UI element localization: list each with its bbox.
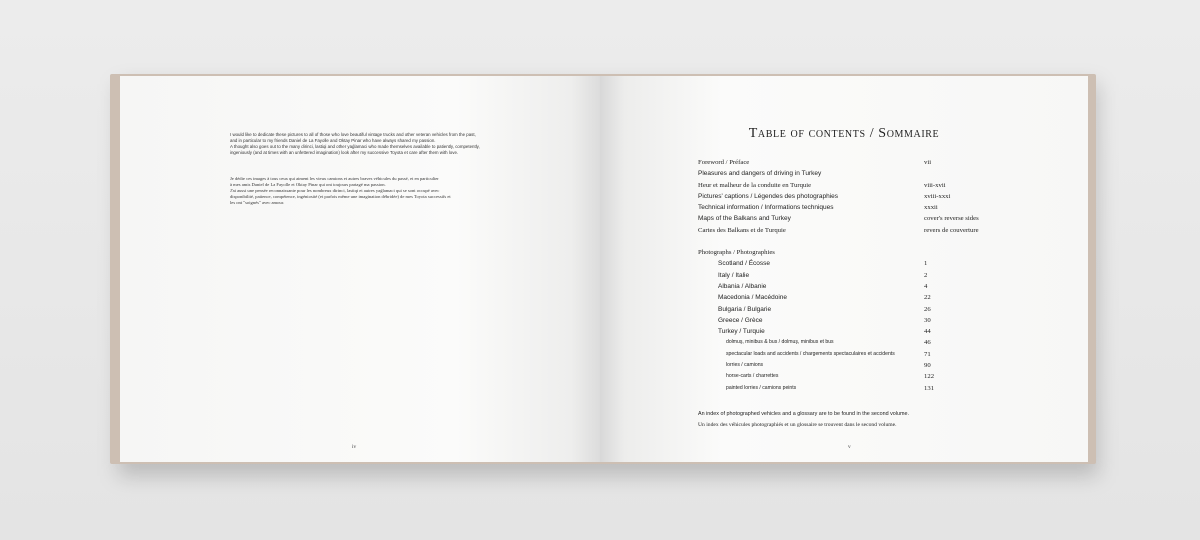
toc-entry-label: Heur et malheur de la conduite en Turquie (698, 181, 812, 189)
toc-entry-label: Foreword / Préface (698, 159, 750, 166)
toc-entry (698, 168, 998, 179)
toc-entry-page: 44 (924, 328, 931, 336)
toc-entry (698, 383, 998, 394)
toc-entry-label: Pleasures and dangers of driving in Turkey (698, 170, 822, 178)
dedication-line: à mes amis Daniel de La Fayolle et Oktay Pinar qui ont toujours partagé ma passion. (230, 182, 386, 187)
toc-entry (698, 270, 998, 281)
index-note-english: An index of photographed vehicles and a glossary are to be found in the second volume. (698, 411, 909, 417)
toc-entry-label: Maps of the Balkans and Turkey (698, 215, 791, 223)
toc-entry-label: Greece / Grèce (718, 316, 763, 324)
toc-entry-label: Italy / Italie (718, 271, 750, 279)
toc-photographs-section (698, 258, 998, 394)
toc-entry (698, 326, 998, 337)
toc-entry-page: vii (924, 159, 932, 166)
toc-entry-page: 131 (924, 384, 935, 392)
toc-photographs-heading (698, 247, 998, 258)
dedication-line: disponibilité, patience, compétence, ingéniosité (et parfois même une imagination débridée) de mes Toyota successifs et (230, 194, 451, 199)
toc-title: Table of contents / Sommaire (748, 126, 940, 141)
dedication (230, 132, 490, 206)
dedication-line: I would like to dedicate these pictures to all of those who love beautiful vintage trucks and other veteran vehicles from the past, (230, 132, 476, 137)
toc-entry (698, 202, 998, 213)
toc-entry (698, 180, 998, 191)
dedication-line: and in particular to my friends Daniel de La Fayolle and Oktay Pinar who have always shared my passion. (230, 138, 436, 143)
toc-entry (698, 157, 998, 168)
toc-entry (698, 292, 998, 303)
toc-entry-page: xxxii (924, 204, 938, 212)
page-number-left: iv (352, 444, 357, 450)
toc-entry-label: Scotland / Écosse (718, 260, 771, 268)
toc-entry (698, 258, 998, 269)
toc-entry-label: dolmuş, minibus & bus / dolmuş, minibus et bus (726, 339, 834, 346)
dedication-line: les ont "soignés" avec amour. (230, 200, 285, 205)
toc-entry (698, 213, 998, 224)
toc-entry-label: Photographs / Photographies (698, 249, 775, 257)
toc-entry-label: Albania / Albanie (718, 282, 767, 290)
toc-entry (698, 191, 998, 202)
toc-entry-label: horse-carts / charrettes (726, 373, 779, 380)
toc-entry-page: xviii-xxxi (924, 192, 951, 200)
toc-entry (698, 337, 998, 348)
toc-entry-label: lorries / camions (726, 362, 764, 369)
toc-entry-label: Turkey / Turquie (718, 328, 765, 336)
dedication-line: ingeniously (and at times with an unfettered imagination) look after my successive Toyota et care after them with love. (230, 150, 459, 155)
page-number-right: v (848, 444, 851, 450)
toc-entry-page: 4 (924, 282, 928, 290)
index-note-french: Un index des véhicules photographiés et un glossaire se trouvent dans le second volume. (698, 421, 897, 428)
dedication-line: J'ai aussi une pensée reconnaissante pour les nombreux dirinci, lastiqi et autres yaǵlamaci qui se sont occupé avec (230, 188, 440, 193)
toc-entry-page: 1 (924, 260, 928, 268)
toc-entry-page: viii-xvii (924, 181, 946, 189)
toc-entry-page: 22 (924, 294, 931, 302)
toc-entry-label: Cartes des Balkans et de Turquie (698, 226, 786, 234)
toc-entry-label: Pictures' captions / Légendes des photographies (698, 192, 839, 200)
toc-entry (698, 281, 998, 292)
toc-entry-label: Bulgaria / Bulgarie (718, 305, 772, 313)
toc-entry-label: Macedonia / Macédoine (718, 294, 788, 302)
left-page (120, 76, 600, 462)
toc-gap (698, 236, 998, 247)
toc-entry-page: 30 (924, 316, 931, 324)
dedication-french (230, 176, 490, 206)
dedication-line: Je dédie ces images à tous ceux qui aiment les vieux camions et autres braves véhicules du passé, et en particulier (230, 176, 439, 181)
toc-entry (698, 315, 998, 326)
toc-entry (698, 225, 998, 236)
table-of-contents (698, 157, 998, 394)
toc-entry-label: painted lorries / camions peints (726, 384, 797, 391)
toc-entry-page: 90 (924, 362, 931, 370)
toc-entry-page: 26 (924, 305, 931, 313)
toc-entry-page: revers de couverture (924, 226, 979, 234)
toc-entry-label: Technical information / Informations techniques (698, 204, 834, 212)
toc-entry (698, 349, 998, 360)
toc-entry (698, 371, 998, 382)
toc-entry-page: 122 (924, 373, 935, 381)
toc-entry (698, 360, 998, 371)
toc-entry-page: cover's reverse sides (924, 215, 979, 223)
dedication-line: A thought also goes out to the many dirinci, lastiqi and other yaǵlamaci who made themselves available to patiently, competently, (230, 144, 480, 149)
toc-entry-label: spectacular loads and accidents / chargements spectaculaires et accidents (726, 350, 895, 357)
toc-main-section (698, 157, 998, 236)
toc-entry (698, 304, 998, 315)
dedication-english (230, 132, 490, 156)
index-note (698, 409, 1038, 430)
toc-entry-page: 2 (924, 271, 928, 279)
toc-entry-page: 46 (924, 339, 931, 347)
toc-entry-page: 71 (924, 350, 931, 358)
right-page (600, 76, 1088, 462)
